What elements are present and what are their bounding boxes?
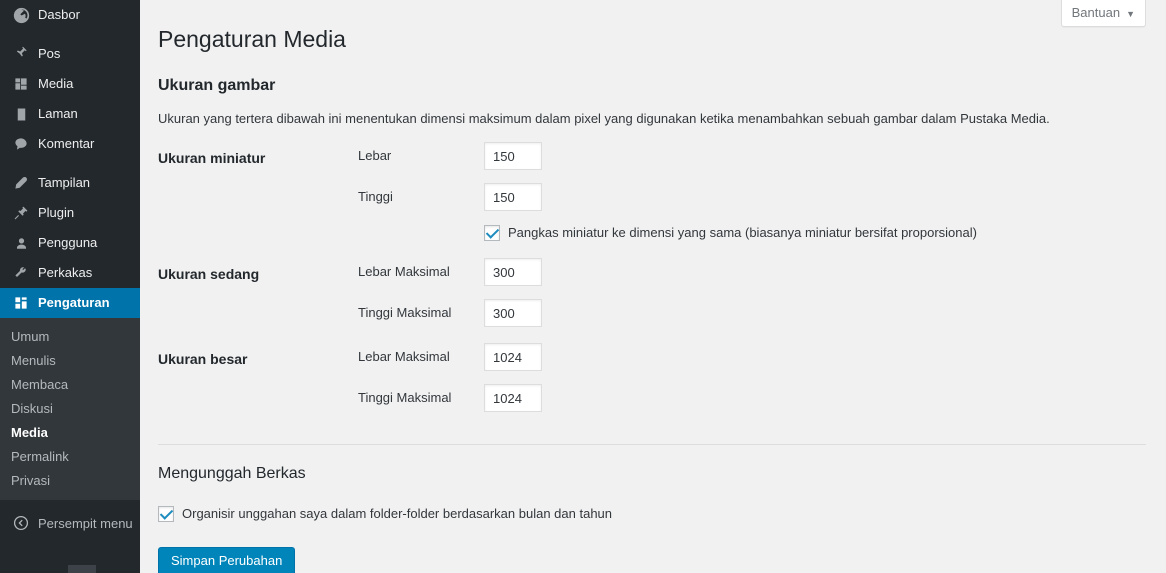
tools-icon (11, 265, 31, 281)
sidebar-item-komentar[interactable] (0, 129, 140, 159)
page-title: Pengaturan Media (158, 26, 346, 52)
pin-icon (11, 46, 31, 62)
thumbnail-row-label: Ukuran miniatur (158, 150, 266, 166)
chevron-down-icon: ▼ (1126, 8, 1135, 19)
image-sizes-heading: Ukuran gambar (158, 77, 276, 94)
thumbnail-crop-label: Pangkas miniatur ke dimensi yang sama (biasanya miniatur bersifat proporsional) (508, 225, 977, 240)
media-icon (11, 76, 31, 92)
help-button[interactable] (1061, 0, 1146, 27)
sidebar-item-pos[interactable] (0, 39, 140, 69)
thumbnail-width-label: Lebar (358, 148, 392, 163)
collapse-arrow-icon (11, 515, 31, 531)
sidebar-item-pengaturan[interactable] (0, 288, 140, 318)
dashboard-icon (11, 7, 31, 24)
thumbnail-crop-row (484, 224, 1136, 242)
large-fields (348, 335, 1146, 420)
sidebar-item-label: Komentar (38, 136, 95, 151)
submenu-item-diskusi[interactable]: Diskusi (11, 401, 53, 416)
sidebar-item-label: Tampilan (38, 175, 91, 190)
large-width-field (358, 343, 1136, 371)
users-icon (11, 236, 31, 251)
sidebar-item-dasbor[interactable] (0, 0, 140, 30)
large-width-label: Lebar Maksimal (358, 349, 450, 364)
settings-submenu (0, 318, 140, 500)
help-tab-wrap (1061, 0, 1146, 27)
uploads-heading: Mengunggah Berkas (158, 465, 306, 482)
section-divider (158, 444, 1146, 445)
help-button-label: Bantuan (1071, 5, 1121, 20)
large-height-label: Tinggi Maksimal (358, 390, 452, 405)
settings-icon (11, 295, 31, 311)
sidebar-item-laman[interactable] (0, 99, 140, 129)
medium-fields (348, 250, 1146, 335)
table-row-thumbnail (158, 134, 1146, 250)
medium-row-label: Ukuran sedang (158, 266, 260, 282)
submenu-item-media[interactable]: Media (11, 425, 48, 440)
thumbnail-width-field (358, 142, 1136, 170)
sidebar-item-label: Media (38, 76, 74, 91)
uploads-organize-row (158, 505, 1146, 523)
medium-height-label: Tinggi Maksimal (358, 305, 452, 320)
thumbnail-height-input[interactable] (484, 183, 542, 211)
submenu-item-menulis[interactable]: Menulis (11, 353, 56, 368)
thumbnail-crop-checkbox[interactable] (484, 225, 500, 241)
sidebar-item-media[interactable] (0, 69, 140, 99)
sidebar-item-label: Dasbor (38, 7, 80, 22)
large-height-field (358, 384, 1136, 412)
collapse-menu-label: Persempit menu (38, 515, 133, 531)
sidebar-item-tampilan[interactable] (0, 168, 140, 198)
sidebar-item-label: Laman (38, 106, 78, 121)
save-button[interactable]: Simpan Perubahan (158, 547, 295, 573)
image-sizes-description: Ukuran yang tertera dibawah ini menentukan dimensi maksimum dalam pixel yang digunakan ketika menambahkan sebuah gambar dalam Pustaka Media. (158, 111, 1050, 126)
submenu-item-permalink[interactable]: Permalink (11, 449, 69, 464)
sidebar-item-pengguna[interactable] (0, 228, 140, 258)
sidebar-item-label: Pos (38, 46, 61, 61)
thumbnail-height-field (358, 183, 1136, 211)
table-row-large (158, 335, 1146, 420)
submenu-item-membaca[interactable]: Membaca (11, 377, 69, 392)
admin-sidebar (0, 0, 140, 573)
media-settings-table (158, 134, 1146, 420)
plugin-icon (11, 205, 31, 221)
submenu-item-privasi[interactable]: Privasi (11, 473, 51, 488)
sidebar-item-perkakas[interactable] (0, 258, 140, 288)
thumbnail-width-input[interactable] (484, 142, 542, 170)
medium-width-label: Lebar Maksimal (358, 264, 450, 279)
medium-width-field (358, 258, 1136, 286)
sidebar-item-label: Perkakas (38, 265, 93, 280)
submenu-item-umum[interactable]: Umum (11, 329, 50, 344)
sidebar-item-label: Pengguna (38, 235, 98, 250)
medium-width-input[interactable] (484, 258, 542, 286)
sidebar-divider (0, 30, 140, 39)
comment-icon (11, 136, 31, 152)
main-content (140, 0, 1166, 573)
large-height-input[interactable] (484, 384, 542, 412)
sidebar-item-label: Pengaturan (38, 295, 110, 310)
page-icon (11, 107, 31, 122)
uploads-organize-label: Organisir unggahan saya dalam folder-folder berdasarkan bulan dan tahun (182, 506, 613, 521)
appearance-icon (11, 175, 31, 191)
sidebar-item-plugin[interactable] (0, 198, 140, 228)
table-row-medium (158, 250, 1146, 335)
thumbnail-height-label: Tinggi (358, 189, 393, 204)
large-row-label: Ukuran besar (158, 351, 248, 367)
medium-height-input[interactable] (484, 299, 542, 327)
collapse-menu-button[interactable] (0, 506, 140, 540)
thumbnail-fields (348, 134, 1146, 250)
sidebar-divider (0, 159, 140, 168)
uploads-organize-checkbox[interactable] (158, 506, 174, 522)
large-width-input[interactable] (484, 343, 542, 371)
medium-height-field (358, 299, 1136, 327)
sidebar-item-label: Plugin (38, 205, 75, 220)
taskbar-stub (68, 565, 96, 573)
